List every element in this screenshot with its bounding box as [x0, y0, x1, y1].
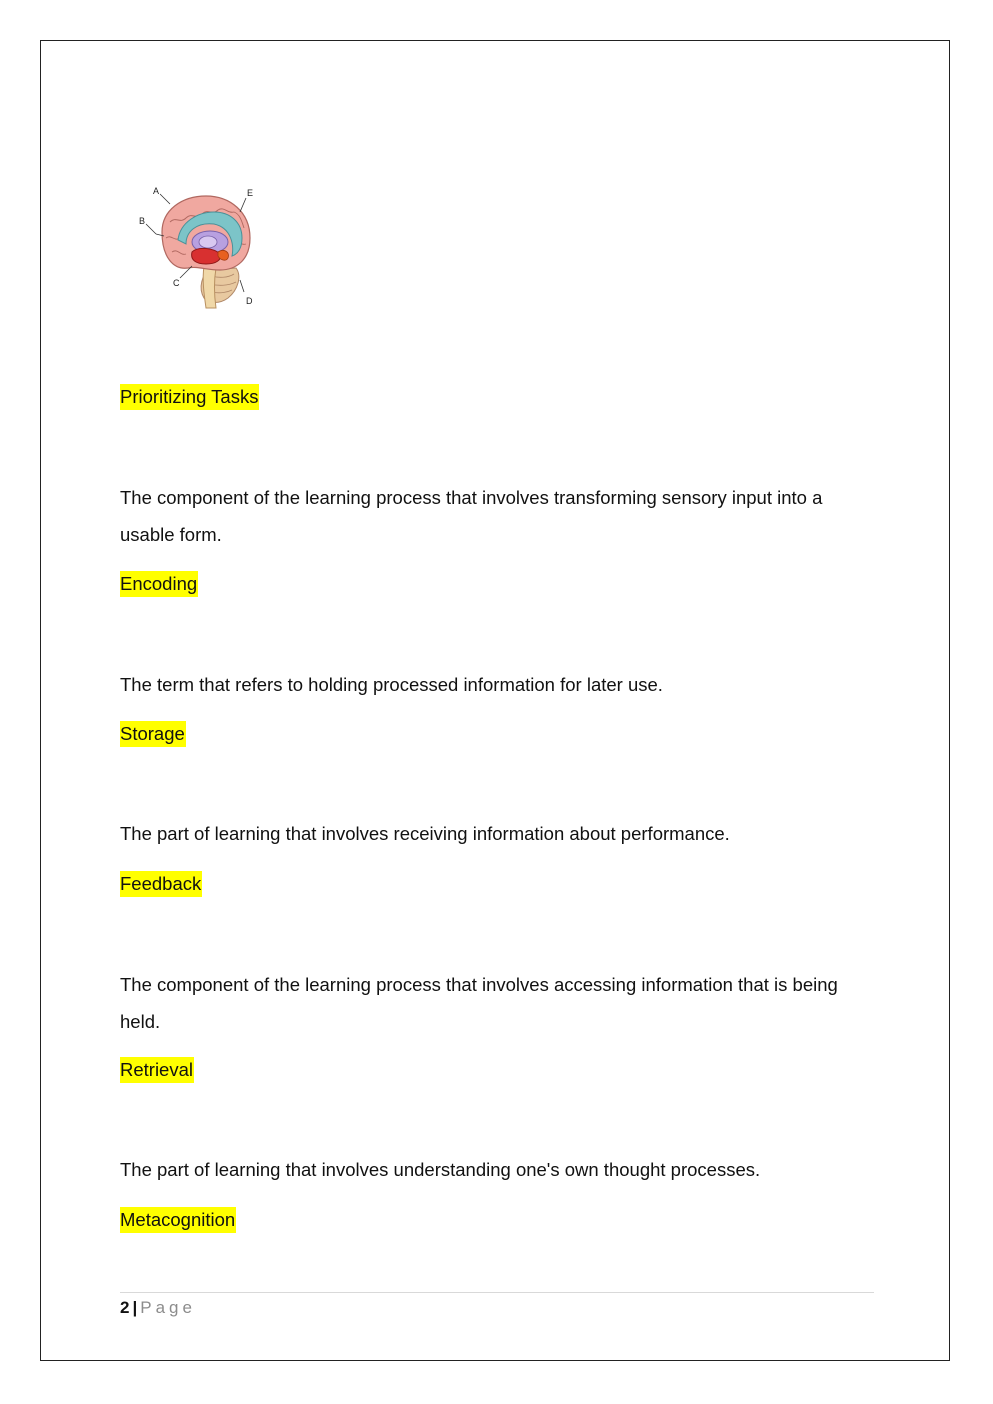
answer-metacognition: Metacognition: [120, 1207, 236, 1233]
answer-encoding: Encoding: [120, 571, 198, 597]
page-word: Page: [140, 1298, 196, 1317]
question-feedback: The part of learning that involves receiving information about performance.: [120, 823, 730, 844]
brain-label-c: C: [173, 278, 180, 288]
answer-prioritizing-tasks: Prioritizing Tasks: [120, 384, 259, 410]
question-retrieval: The component of the learning process that involves accessing information that is being held.: [120, 974, 838, 1032]
brain-label-a: A: [153, 186, 160, 196]
brain-label-b: B: [139, 216, 146, 226]
page-number: 2: [120, 1298, 130, 1317]
answer-feedback: Feedback: [120, 871, 202, 897]
footer-separator: |: [132, 1298, 138, 1317]
brain-label-e: E: [247, 188, 254, 198]
question-storage: The term that refers to holding processed information for later use.: [120, 674, 663, 695]
answer-retrieval: Retrieval: [120, 1057, 194, 1083]
footer-rule: [120, 1292, 874, 1293]
question-encoding: The component of the learning process that involves transforming sensory input into a usable form.: [120, 487, 823, 545]
question-metacognition: The part of learning that involves understanding one's own thought processes.: [120, 1159, 761, 1180]
answer-storage: Storage: [120, 721, 186, 747]
brain-label-d: D: [246, 296, 253, 306]
brain-diagram-image: [132, 182, 264, 312]
page-footer: [120, 1296, 196, 1320]
